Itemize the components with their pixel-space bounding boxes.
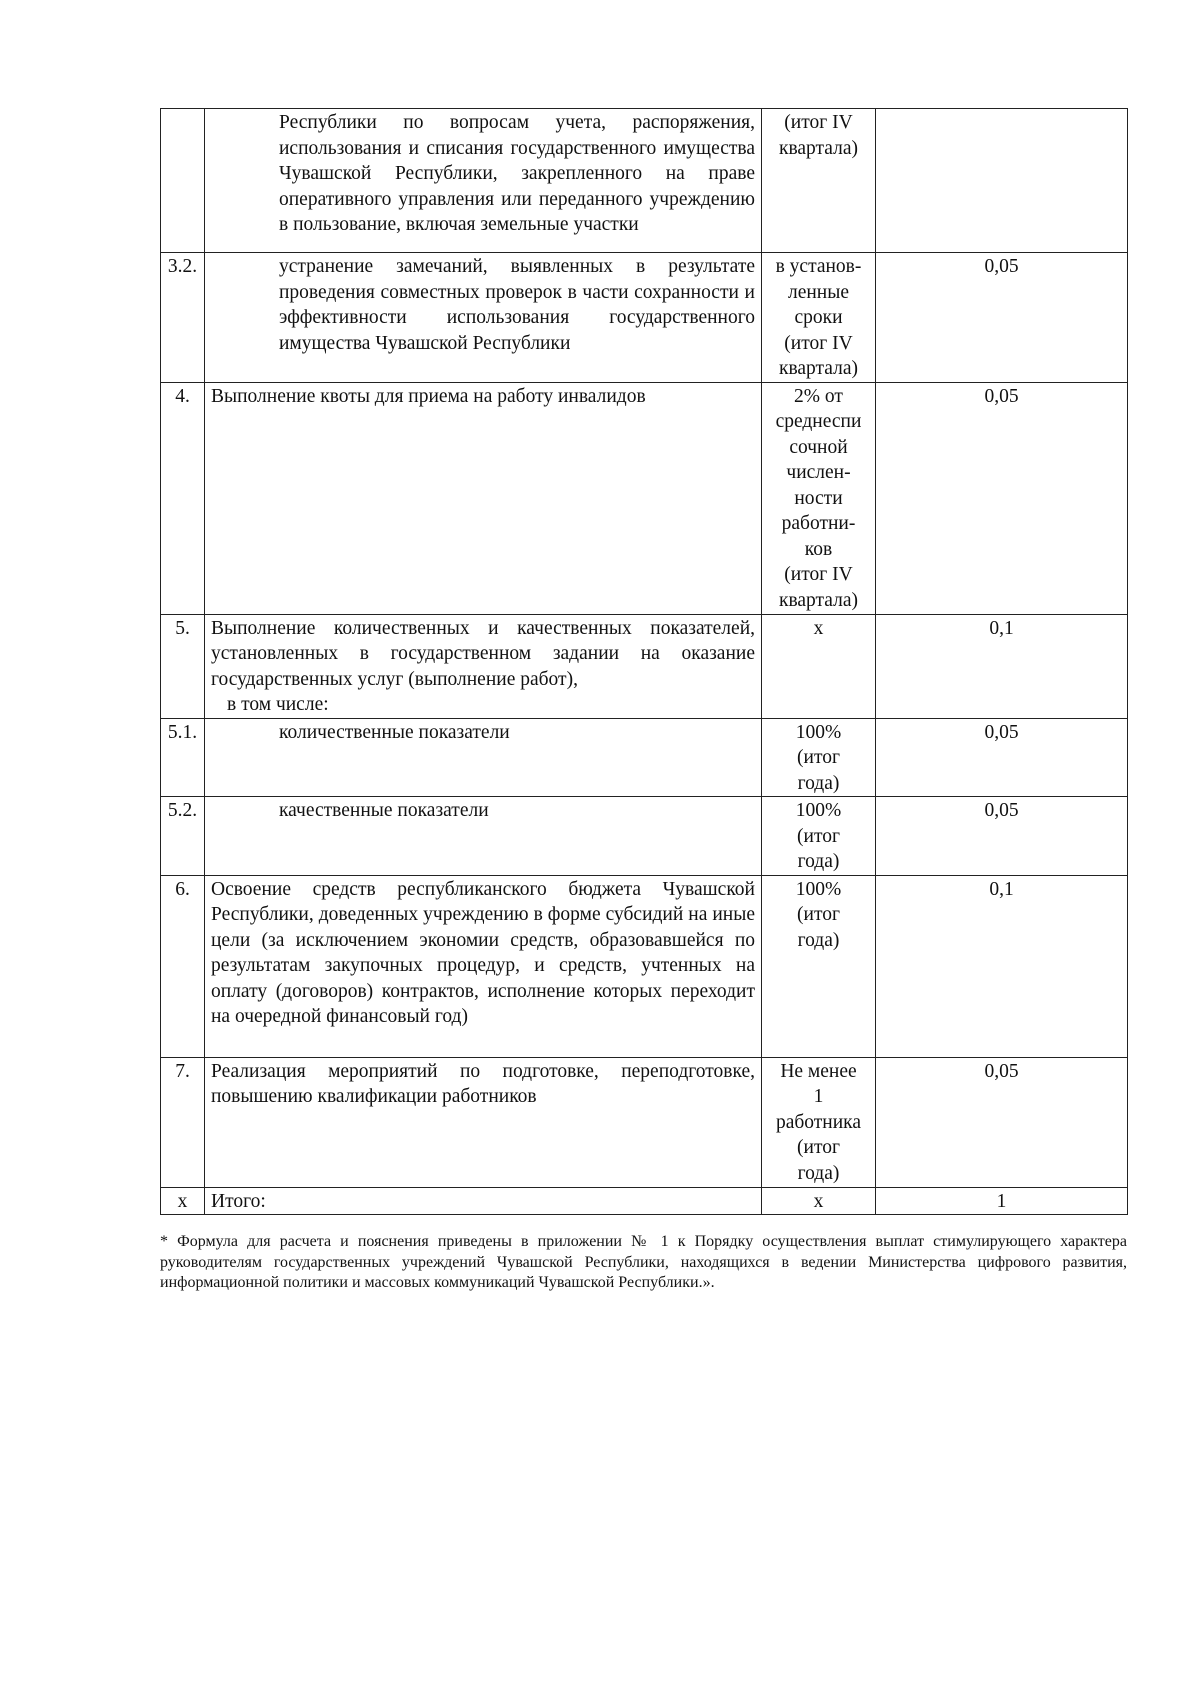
table-row	[161, 718, 1128, 797]
criterion-weight: 0,05	[876, 253, 1128, 383]
criterion-text: Итого:	[205, 1187, 762, 1215]
criterion-subclause: в том числе:	[227, 694, 329, 715]
criterion-weight: 1	[876, 1187, 1128, 1215]
table-row	[161, 382, 1128, 614]
criterion-term: х	[762, 614, 876, 718]
row-number	[161, 109, 205, 253]
row-number: 6.	[161, 875, 205, 1057]
criterion-weight: 0,1	[876, 614, 1128, 718]
criteria-table	[160, 108, 1128, 1215]
table-row	[161, 614, 1128, 718]
footnote: * Формула для расчета и пояснения приведены в приложении № 1 к Порядку осуществления выплат стимулирующего характера руководителям государственных учреждений Чувашской Республики, находящихся в ведении Министерства цифрового развития, информационной политики и массовых коммуникаций Чувашской Республики.».	[160, 1233, 1127, 1291]
criterion-weight	[876, 109, 1128, 253]
table-row	[161, 253, 1128, 383]
criterion-term: 100% (итог года)	[762, 797, 876, 876]
table-row	[161, 875, 1128, 1057]
table-row-total	[161, 1187, 1128, 1215]
criterion-term: 100% (итог года)	[762, 875, 876, 1057]
row-number: 5.2.	[161, 797, 205, 876]
criterion-weight: 0,05	[876, 797, 1128, 876]
criterion-weight: 0,05	[876, 382, 1128, 614]
criterion-text: Выполнение количественных и качественных показателей, установленных в государственном задании на оказание государственных услуг (выполнение работ),	[211, 617, 755, 690]
row-number: 7.	[161, 1057, 205, 1187]
criterion-text-cell	[205, 614, 762, 718]
row-number: х	[161, 1187, 205, 1215]
criterion-weight: 0,1	[876, 875, 1128, 1057]
criterion-text: Реализация мероприятий по подготовке, переподготовке, повышению квалификации работников	[205, 1057, 762, 1187]
table-row	[161, 1057, 1128, 1187]
criterion-weight: 0,05	[876, 1057, 1128, 1187]
criterion-text: Выполнение квоты для приема на работу инвалидов	[205, 382, 762, 614]
criterion-text: количественные показатели	[205, 718, 762, 797]
criterion-text: Республики по вопросам учета, распоряжения, использования и списания государственного имущества Чувашской Республики, закрепленного на праве оперативного управления или переданного учреждению в пользование, включая земельные участки	[205, 109, 762, 253]
criterion-term: в установ- ленные сроки (итог IV квартала)	[762, 253, 876, 383]
criterion-weight: 0,05	[876, 718, 1128, 797]
criterion-text: устранение замечаний, выявленных в результате проведения совместных проверок в части сохранности и эффективности использования государственного имущества Чувашской Республики	[205, 253, 762, 383]
row-number: 5.1.	[161, 718, 205, 797]
criterion-term: х	[762, 1187, 876, 1215]
table-row	[161, 109, 1128, 253]
row-number: 4.	[161, 382, 205, 614]
criterion-term: (итог IV квартала)	[762, 109, 876, 253]
criterion-term: Не менее 1 работника (итог года)	[762, 1057, 876, 1187]
table-row	[161, 797, 1128, 876]
criterion-term: 100% (итог года)	[762, 718, 876, 797]
row-number: 5.	[161, 614, 205, 718]
row-number: 3.2.	[161, 253, 205, 383]
criterion-text: качественные показатели	[205, 797, 762, 876]
criterion-term: 2% от среднеспи сочной числен- ности работни- ков (итог IV квартала)	[762, 382, 876, 614]
criterion-text: Освоение средств республиканского бюджета Чувашской Республики, доведенных учреждению в форме субсидий на иные цели (за исключением экономии средств, образовавшейся по результатам закупочных процедур, и средств, учтенных на оплату (договоров) контрактов, исполнение которых переходит на очередной финансовый год)	[205, 875, 762, 1057]
